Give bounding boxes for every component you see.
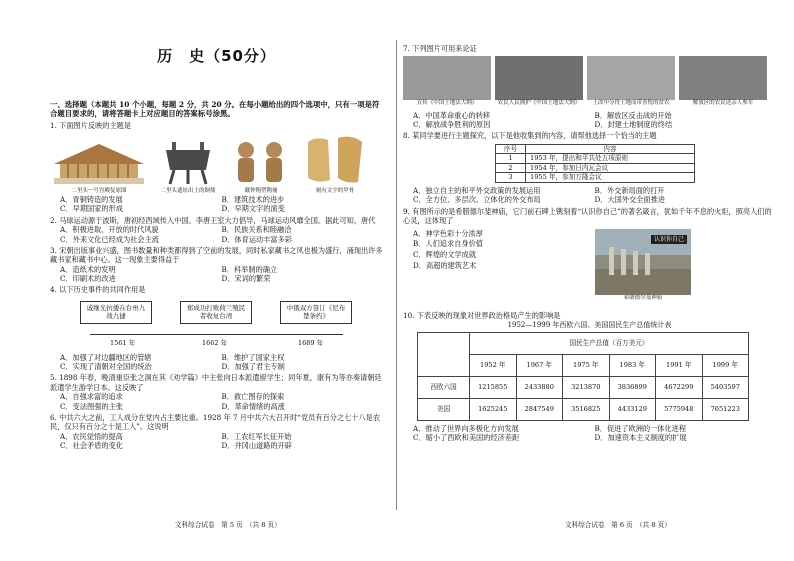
q10-we-1983: 3836899 [609, 377, 656, 399]
q9-option-c[interactable]: C．辉煌的文学成就 [413, 250, 477, 260]
q10-year-1991: 1991 年 [656, 355, 703, 377]
question-10-table [417, 332, 749, 421]
question-5-stem: 5. 1898 年春，晚清重臣张之洞在其《劝学篇》中主张向日本派遣留学生；同年夏，康有为等亦奏请朝廷派遣学生游学日本。这反映了 [50, 373, 382, 392]
q10-year-1999: 1999 年 [702, 355, 749, 377]
question-4-options [50, 353, 383, 372]
timeline-year-2: 1662 年 [202, 338, 228, 347]
question-5 [50, 373, 383, 410]
delphi-temple-photo [595, 229, 691, 302]
q2-option-a[interactable]: A．积极进取、开放的时代风貌 [60, 225, 159, 235]
question-8-options [403, 186, 776, 205]
q10-year-1983: 1983 年 [609, 355, 656, 377]
q10-year-1975: 1975 年 [563, 355, 610, 377]
question-3-options [50, 265, 383, 284]
caption-ding: 二里头遗址出土的铜鼎 [160, 187, 216, 194]
section-instruction: 一、选择题（本题共 10 个小题，每题 2 分，共 20 分。在每小题给出的四个选项中，只有一项是符合题目要求的，请将答题卡上对应题目的答案标号涂黑。 [50, 99, 380, 119]
question-7 [403, 44, 776, 129]
question-4-stem: 4. 以下历史事件的共同作用是 [50, 285, 146, 295]
q8-header-content: 内容 [526, 144, 695, 154]
q2-option-b[interactable]: B．民族关系和睦融洽 [221, 225, 292, 235]
photo-poor-peasant: 土改中分得土地而带喜悦的贫农 [587, 56, 675, 107]
q8-header-index: 序号 [496, 144, 526, 154]
q7-option-b[interactable]: B．解放区反击战的开始 [594, 110, 672, 120]
question-1-images [50, 133, 383, 195]
question-5-options [50, 392, 383, 411]
palace-image [50, 142, 148, 196]
q7-option-a[interactable]: A．中国革命重心的转移 [413, 110, 491, 120]
q8-row-3-content: 1955 年，参加万隆会议 [526, 173, 695, 183]
question-1-stem: 1. 下面图片反映的主题是 [50, 120, 132, 130]
q9-option-d[interactable]: D．高超的建筑艺术 [413, 260, 477, 270]
q10-us-1967: 2847549 [516, 399, 563, 421]
q10-us-1999: 7651223 [702, 399, 749, 421]
q3-option-c[interactable]: C．印刷术的改进 [60, 273, 116, 283]
q6-option-c[interactable]: C．社会矛盾的变化 [60, 440, 124, 450]
q10-we-1991: 4672299 [656, 377, 703, 399]
question-8-table [495, 144, 695, 183]
photo-peasants-support: 农民人民拥护《中国土地法大纲》 [495, 56, 583, 107]
right-footer: 文科综合试卷 第 6 页 （共 8 页） [565, 521, 671, 529]
q8-option-b[interactable]: B．外交新局面的打开 [594, 185, 665, 195]
question-9-stem: 9. 有图所示的是希腊德尔斐神庙，它门前石碑上镌刻着“认识你自己”的著名箴言，犹如千年不息的火炬，照亮人们的心灵，这体现了 [403, 206, 772, 225]
q4-option-d[interactable]: D．加强了君主专制 [221, 362, 285, 372]
timeline-event-1: 戚继光抗倭在台州九战九捷 [80, 301, 152, 324]
q5-option-a[interactable]: A．自强求富的追求 [60, 392, 123, 402]
question-8 [403, 131, 776, 204]
q6-option-b[interactable]: B．工农红军长征开始 [221, 431, 292, 441]
caption-pottery: 戴钟陶塑陶俑 [244, 187, 278, 194]
q8-row-2-content: 1954 年，参加日内瓦会议 [526, 163, 695, 173]
q6-option-a[interactable]: A．农民觉悟的提高 [60, 431, 123, 441]
q10-we-1967: 2433880 [516, 377, 563, 399]
question-10 [403, 311, 776, 443]
q10-corner-cell [418, 333, 470, 377]
q10-row-western-europe: 西欧六国 [418, 377, 470, 399]
q5-option-c[interactable]: C．变法图强的主张 [60, 401, 124, 411]
question-3 [50, 246, 383, 283]
q10-gnp-header: 国民生产总值（百万美元） [470, 333, 749, 355]
question-7-photos [403, 56, 776, 107]
question-2-stem: 2. 马球运动源于波斯，唐初经西域传入中国。李唐王室大力倡导，马球运动风靡全国。据此可知，唐代 [50, 215, 376, 225]
question-4 [50, 285, 383, 371]
q5-option-d[interactable]: D．革命情绪的高涨 [221, 401, 285, 411]
q9-option-b[interactable]: B．人们追求自身价值 [413, 239, 483, 249]
caption-oracle: 刻有文字的甲骨 [315, 187, 355, 194]
q1-option-a[interactable]: A．青铜铸造的发展 [60, 195, 123, 205]
page-title: 历 史（50分） [157, 47, 276, 65]
q9-option-a[interactable]: A．神学色彩十分浓厚 [413, 228, 483, 238]
q3-option-d[interactable]: D．宋词的繁荣 [221, 273, 271, 283]
bronze-ding-image [154, 138, 222, 196]
q1-option-b[interactable]: B．建筑技术的进步 [221, 195, 285, 205]
question-3-stem: 3. 宋朝出版事业兴盛，图书数量和种类都得到了空前的发展，同时私家藏书之风也极为盛行，涌现出许多藏书家和藏书中心。这一现象主要得益于 [50, 245, 383, 265]
question-10-options [403, 424, 776, 443]
q4-option-a[interactable]: A．加强了对边疆地区的管辖 [60, 352, 152, 362]
q10-us-1983: 4433129 [609, 399, 656, 421]
question-6 [50, 413, 383, 450]
question-6-options [50, 432, 383, 451]
q2-option-d[interactable]: D．体育运动丰富多彩 [221, 234, 292, 244]
q1-option-d[interactable]: D．早期文字的演变 [221, 204, 285, 214]
right-page [397, 0, 794, 561]
q1-option-c[interactable]: C．早期国家的形成 [60, 204, 124, 214]
q3-option-b[interactable]: B．科举制的确立 [221, 264, 278, 274]
timeline [60, 301, 383, 353]
q8-option-a[interactable]: A．独立自主的和平外交政策的发展运用 [413, 185, 541, 195]
q4-option-c[interactable]: C．实现了清朝对全国的统治 [60, 362, 152, 372]
q10-we-1952: 1215855 [470, 377, 517, 399]
question-1-options [50, 195, 383, 214]
q4-option-b[interactable]: B．维护了国家主权 [221, 352, 285, 362]
timeline-year-1: 1561 年 [110, 338, 136, 347]
left-footer: 文科综合试卷 第 5 页 （共 8 页） [175, 521, 281, 529]
question-2-options [50, 225, 383, 244]
q10-option-c[interactable]: C．缩小了西欧和美国的经济差距 [413, 433, 520, 443]
question-6-stem: 6. 中共六大之前，工人成分在党内占主要比重。1928 年 7 月中共六大召开时“党员有百分之七十八是农民，仅只有百分之十是工人”。这说明 [50, 412, 381, 432]
q10-row-usa: 美国 [418, 399, 470, 421]
timeline-event-3: 中俄双方签订《尼布楚条约》 [280, 301, 352, 324]
question-7-stem: 7. 下列图片可用来论证 [403, 44, 477, 53]
q8-row-1-index: 1 [496, 154, 526, 164]
question-10-stem: 10. 下表反映的现象对世界政治格局产生的影响是 [403, 310, 561, 320]
q6-option-d[interactable]: D．井冈山道路的开辟 [221, 440, 292, 450]
question-9-options [413, 229, 483, 272]
q7-option-d[interactable]: D．封建土地制度的终结 [594, 119, 673, 129]
q2-option-c[interactable]: C．外来文化已经成为社会主流 [60, 234, 159, 244]
question-2 [50, 216, 383, 244]
question-8-stem: 8. 某同学要进行主题探究，以下是他收集到的内容，请帮他选择一个恰当的主题 [403, 131, 657, 141]
timeline-axis [90, 334, 343, 335]
q10-option-a[interactable]: A．推动了世界向多极化方向发展 [413, 424, 519, 433]
timeline-event-2: 郑成功打败荷兰殖民者收复台湾 [180, 301, 252, 324]
q10-us-1991: 5775948 [656, 399, 703, 421]
oracle-bone-image [300, 134, 370, 196]
q10-year-1952: 1952 年 [470, 355, 517, 377]
q8-option-d[interactable]: D．大国外交全面推进 [594, 195, 665, 205]
caption-palace: 二里头一号宫殿复原图 [71, 187, 127, 194]
photo-join-army: 解放区的农民送亲人参军 [679, 56, 767, 107]
q8-row-1-content: 1953 年，提出和平共处五项原则 [526, 154, 695, 164]
q10-us-1975: 3516825 [563, 399, 610, 421]
q10-option-b[interactable]: B．促进了欧洲的一体化进程 [594, 424, 687, 433]
timeline-year-3: 1689 年 [298, 338, 324, 347]
q10-option-d[interactable]: D．加速资本主义制度的扩展 [594, 433, 687, 443]
photo-label: 认识你自己 [651, 235, 687, 245]
q10-table-title: 1952—1999 年西欧六国、美国国民生产总值统计表 [507, 320, 672, 329]
pottery-figure-image [228, 138, 294, 196]
q10-we-1999: 5403597 [702, 377, 749, 399]
question-9 [403, 207, 776, 309]
q10-us-1952: 1625245 [470, 399, 517, 421]
q8-row-2-index: 2 [496, 163, 526, 173]
q5-option-b[interactable]: B．救亡图存的探索 [221, 392, 285, 402]
caption-delphi: 希腊德尔斐神庙 [623, 294, 663, 301]
q10-year-1967: 1967 年 [516, 355, 563, 377]
question-7-options [403, 111, 776, 130]
q7-option-c[interactable]: C．解放战争胜利的原因 [413, 119, 491, 129]
q8-option-c[interactable]: C．全方位、多层次、立体化的外交布局 [413, 195, 541, 205]
question-1 [50, 121, 383, 214]
q10-we-1975: 3213870 [563, 377, 610, 399]
q8-row-3-index: 3 [496, 173, 526, 183]
photo-land-law-publicity: 宣传《中国土地法大纲》 [403, 56, 491, 107]
q3-option-a[interactable]: A．造纸术的发明 [60, 264, 116, 274]
